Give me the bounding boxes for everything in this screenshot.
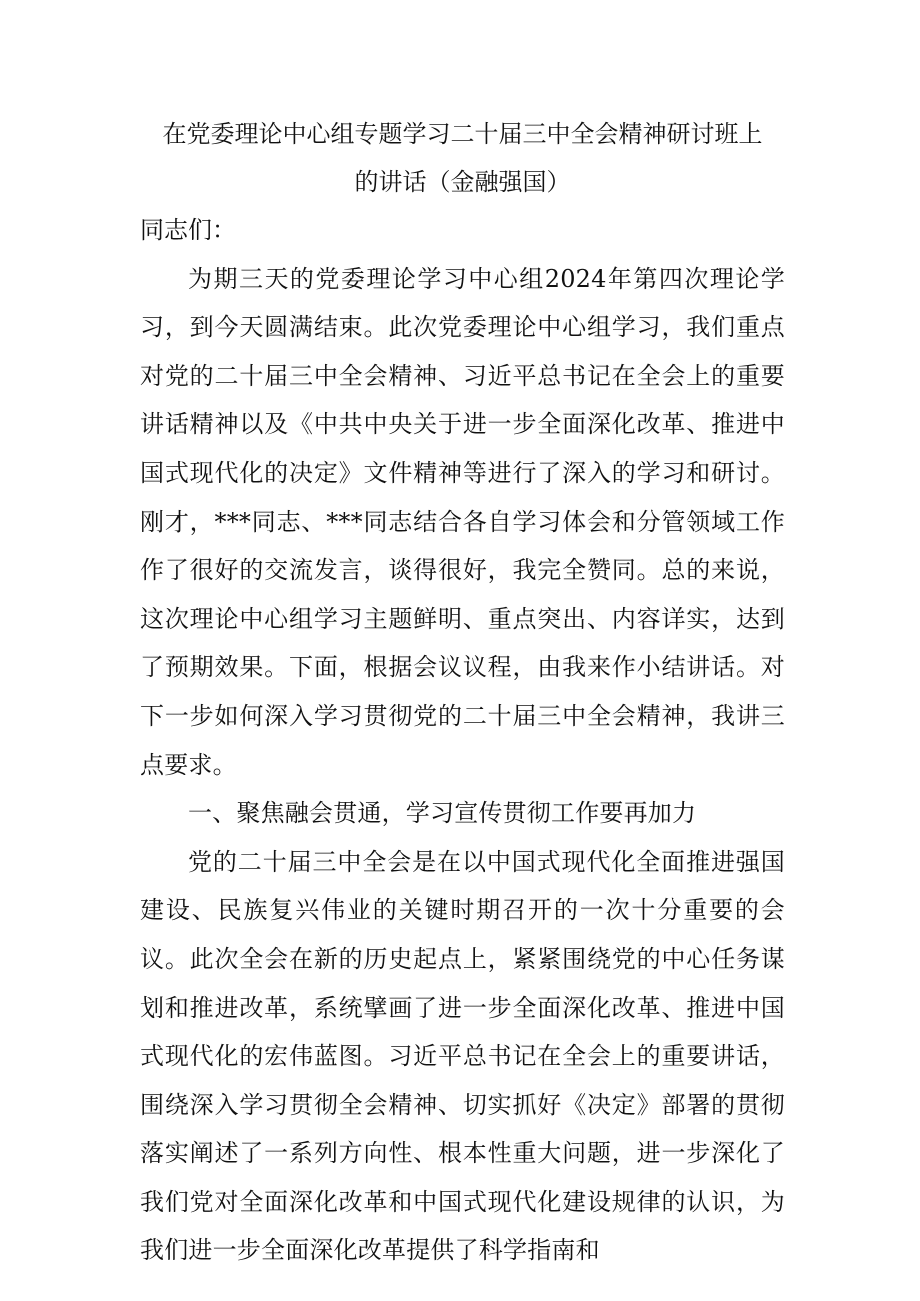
document-title [140,110,785,206]
title-line-2: 的讲话（金融强国） [354,168,571,196]
title-line-1: 在党委理论中心组专题学习二十届三中全会精神研讨班上 [162,120,763,148]
section-heading-1: 一、聚焦融会贯通，学习宣传贯彻工作要再加力 [188,799,697,828]
paragraph-intro: 为期三天的党委理论学习中心组2024年第四次理论学习，到今天圆满结束。此次党委理论中心组学习，我们重点对党的二十届三中全会精神、习近平总书记在全会上的重要讲话精神以及《中共中央关于进一步全面深化改革、推进中国式现代化的决定》文件精神等进行了深入的学习和研讨。刚才，***同志、***同志结合各自学习体会和分管领域工作作了很好的交流发言，谈得很好，我完全赞同。总的来说，这次理论中心组学习主题鲜明、重点突出、内容详实，达到了预期效果。下面，根据会议议程，由我来作小结讲话。对下一步如何深入学习贯彻党的二十届三中全会精神，我讲三点要求。 [140,264,785,779]
paragraph-section-1: 党的二十届三中全会是在以中国式现代化全面推进强国建设、民族复兴伟业的关键时期召开的一次十分重要的会议。此次全会在新的历史起点上，紧紧围绕党的中心任务谋划和推进改革，系统擘画了进一步全面深化改革、推进中国式现代化的宏伟蓝图。习近平总书记在全会上的重要讲话，围绕深入学习贯彻全会精神、切实抓好《决定》部署的贯彻落实阐述了一系列方向性、根本性重大问题，进一步深化了我们党对全面深化改革和中国式现代化建设规律的认识，为我们进一步全面深化改革提供了科学指南和 [140,847,785,1265]
salutation: 同志们： [140,216,236,244]
